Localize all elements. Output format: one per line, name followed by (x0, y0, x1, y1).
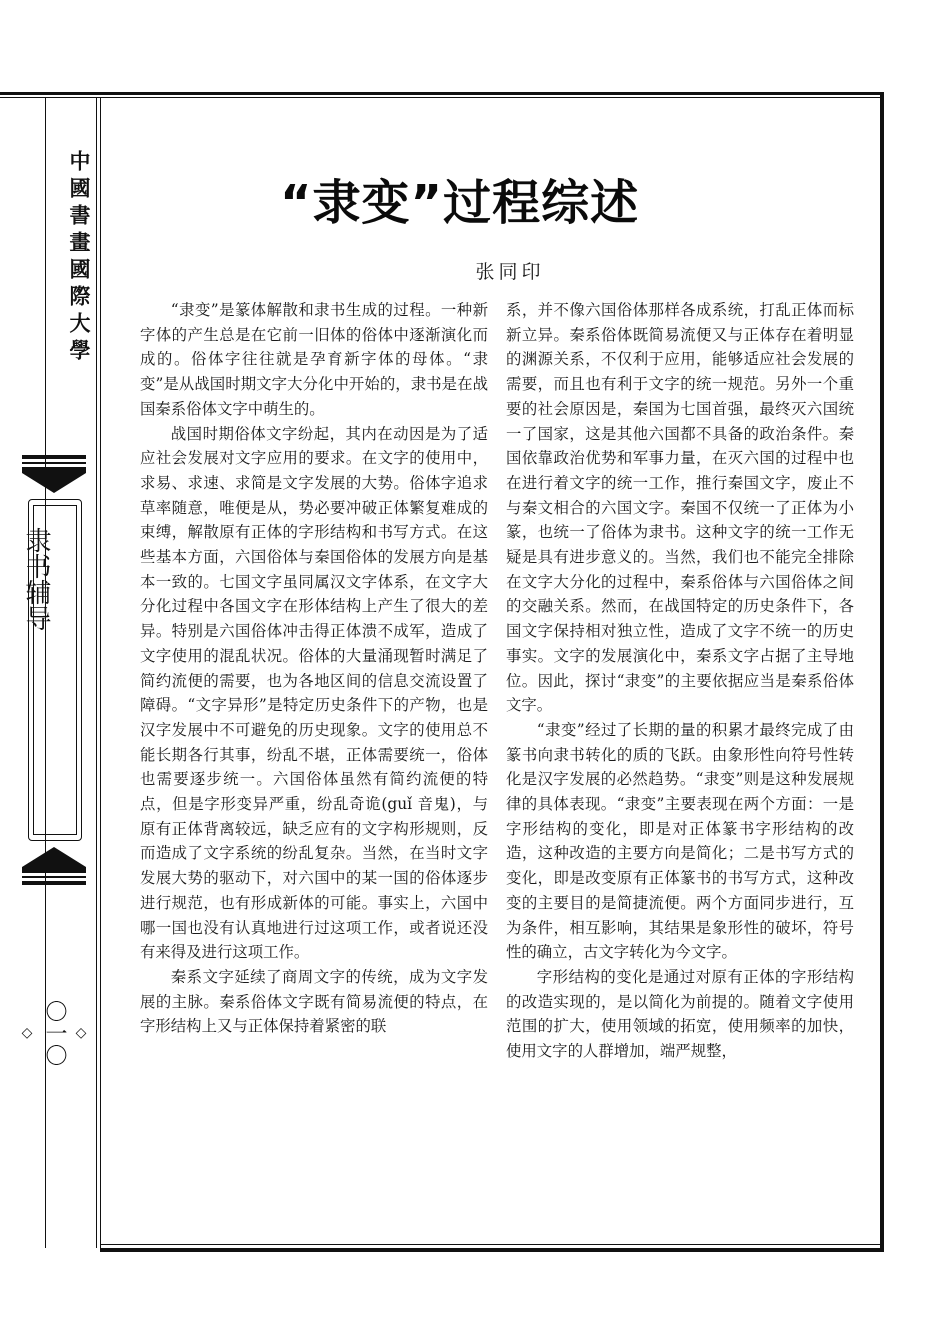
page-number-block (19, 1000, 90, 1066)
frame-bottom-thin-rule (100, 1244, 880, 1245)
frame-bottom-rule (100, 1248, 884, 1252)
paragraph: “隶变”经过了长期的量的积累才最终完成了由篆书向隶书转化的质的飞跃。由象形性向符号性转化是汉字发展的必然趋势。“隶变”则是这种发展规律的具体表现。“隶变”主要表现在两个方面：一是字形结构的变化，即是对正体篆书字形结构的改造，这种改造的主要方向是简化；二是书写方式的变化，即是改变原有正体篆书的书写方式，这种改变的主要目的是简捷流便。两个方面同步进行，互为条件，相互影响，其结果是象形性的破坏，符号性的确立，古文字转化为今文字。 (506, 720, 854, 962)
sidebar-right-rule (100, 98, 101, 1248)
article-author: 张同印 (475, 261, 545, 283)
banner-bottom-thin-bar (22, 876, 86, 878)
paragraph: 字形结构的变化是通过对原有正体的字形结构的改造实现的，是以简化为前提的。随着文字使用范围的扩大，使用领域的拓宽，使用频率的加快，使用文字的人群增加，端严规整， (506, 967, 854, 1061)
paragraph-continued: 系，并不像六国俗体那样各成系统，打乱正体而标新立异。秦系俗体既简易流便又与正体存在着明显的渊源关系，不仅利于应用，能够适应社会发展的需要，而且也有利于文字的统一规范。另外一个重要的社会原因是，秦国为七国首强，最终灭六国统一了国家，这是其他六国都不具备的政治条件。秦国依靠政治优势和军事力量，在灭六国的过程中也在进行着文字的统一工作，推行秦国文字，废止不与秦文相合的六国文字。秦国不仅统一了正体为小篆，也统一了俗体为隶书。这种文字的统一工作无疑是具有进步意义的。当然，我们也不能完全排除在文字大分化的过程中，秦系俗体与六国俗体之间的交融关系。然而，在战国特定的历史条件下，各国文字保持相对独立性，造成了文字不统一的历史事实。文字的发展演化中，秦系文字占据了主导地位。因此，探讨“隶变”的主要依据应当是秦系俗体文字。 (506, 301, 854, 715)
column-banner (22, 455, 86, 885)
paragraph: 秦系文字延续了商周文字的传统，成为文字发展的主脉。秦系俗体文字既有简易流便的特点，在字形结构上又与正体保持着紧密的联 (140, 967, 488, 1036)
body-column-left (140, 298, 488, 1039)
frame-top-rule (0, 92, 884, 95)
body-column-right (506, 298, 854, 1064)
banner-bottom-chevron-icon (22, 847, 86, 873)
page-number: 〇一〇 (42, 1000, 67, 1066)
journal-title: 中國書畫國際大學 (67, 150, 91, 366)
diamond-icon: ◇ (73, 1025, 89, 1041)
banner-top-thin-bar (22, 462, 86, 464)
banner-top-bar (22, 455, 86, 459)
paragraph: “隶变”是篆体解散和隶书生成的过程。一种新字体的产生总是在它前一旧体的俗体中逐渐演化而成的。俗体字往往就是孕育新字体的母体。“隶变”是从战国时期文字大分化中开始的，隶书是在战国秦系俗体文字中萌生的。 (140, 301, 488, 418)
frame-top-thin-rule (0, 97, 880, 98)
article-title: “隶变”过程综述 (280, 175, 640, 231)
diamond-icon: ◇ (19, 1025, 35, 1041)
paragraph: 战国时期俗体文字纷起，其内在动因是为了适应社会发展对文字应用的要求。在文字的使用中，求易、求速、求简是文字发展的大势。俗体字追求草率随意，唯便是从，势必要冲破正体繁复难成的束缚，解散原有正体的字形结构和书写方式。在这些基本方面，六国俗体与秦国俗体的发展方向是基本一致的。七国文字虽同属汉文字体系，在文字大分化过程中各国文字在形体结构上产生了很大的差异。特别是六国俗体冲击得正体溃不成军，造成了文字使用的混乱状况。俗体的大量涌现暂时满足了简约流便的需要，也为各地区间的信息交流设置了障碍。“文字异形”是特定历史条件下的产物，也是汉字发展中不可避免的历史现象。文字的使用总不能长期各行其事，纷乱不堪，正体需要统一，俗体也需要逐步统一。六国俗体虽然有简约流便的特点，但是字形变异严重，纷乱奇诡(guǐ 音鬼)，与原有正体背离较远，缺乏应有的文字构形规则，反而造成了文字系统的纷乱复杂。当然，在当时文字发展大势的驱动下，对六国中的某一国的俗体逐步进行规范，也有形成新体的可能。事实上，六国中哪一国也没有认真地进行过这项工作，或者说还没有来得及进行这项工作。 (140, 424, 488, 962)
banner-bottom-bar (22, 881, 86, 885)
banner-top-chevron-icon (22, 467, 86, 493)
sidebar-inner-rule (96, 98, 97, 1248)
frame-right-rule (880, 92, 884, 1252)
column-name: 隶书辅导 (21, 527, 51, 631)
